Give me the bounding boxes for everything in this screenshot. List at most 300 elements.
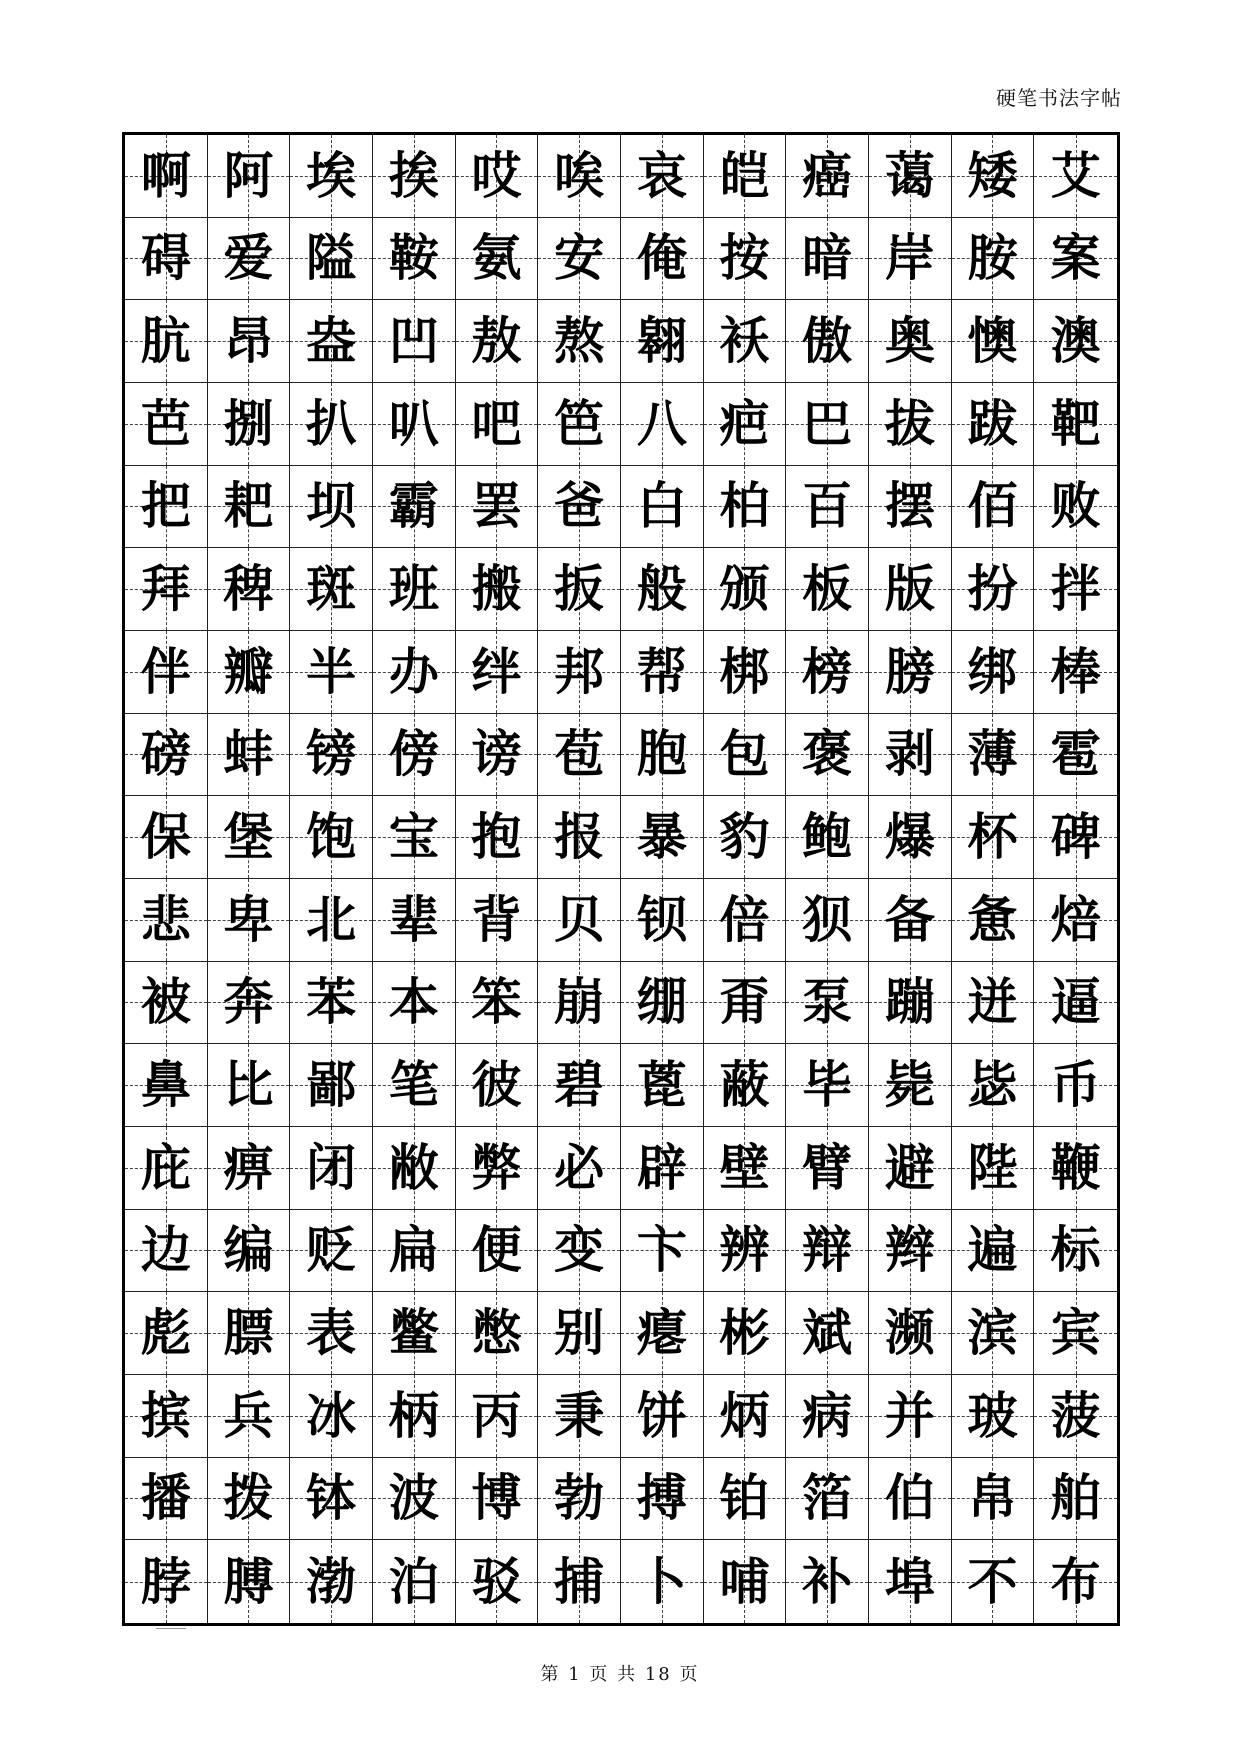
practice-character: 庇 (140, 1138, 191, 1197)
grid-cell (621, 218, 704, 301)
practice-character: 办 (388, 642, 439, 701)
practice-character: 隘 (306, 229, 357, 288)
grid-cell (869, 383, 952, 466)
practice-character: 熬 (554, 312, 605, 371)
practice-character: 安 (554, 229, 605, 288)
practice-character: 遍 (967, 1221, 1018, 1280)
grid-cell (952, 714, 1035, 797)
grid-cell (290, 548, 373, 631)
grid-cell (125, 1044, 208, 1127)
grid-cell (952, 1540, 1035, 1623)
grid-cell (208, 300, 291, 383)
practice-character: 碍 (140, 229, 191, 288)
grid-cell (786, 714, 869, 797)
practice-character: 扁 (388, 1221, 439, 1280)
practice-character: 卞 (636, 1221, 687, 1280)
practice-character: 芭 (140, 394, 191, 453)
grid-cell (373, 1540, 456, 1623)
practice-character: 爆 (884, 808, 935, 867)
practice-character: 别 (554, 1304, 605, 1363)
practice-character: 埃 (306, 146, 357, 205)
practice-character: 颁 (719, 560, 770, 619)
grid-cell (125, 218, 208, 301)
practice-character: 棒 (1050, 642, 1101, 701)
grid-cell (456, 1540, 539, 1623)
practice-character: 帛 (967, 1469, 1018, 1528)
grid-cell (125, 383, 208, 466)
grid-cell (208, 1210, 291, 1293)
practice-character: 边 (140, 1221, 191, 1280)
practice-character: 搬 (471, 560, 522, 619)
practice-character: 爸 (554, 477, 605, 536)
practice-character: 毖 (967, 1056, 1018, 1115)
grid-cell (1034, 1127, 1117, 1210)
character-practice-grid (125, 135, 1117, 1623)
practice-character: 凹 (388, 312, 439, 371)
grid-cell (786, 300, 869, 383)
practice-character: 鄙 (306, 1056, 357, 1115)
practice-character: 北 (306, 890, 357, 949)
practice-character: 靶 (1050, 394, 1101, 453)
practice-character: 斑 (306, 560, 357, 619)
practice-character: 傍 (388, 725, 439, 784)
practice-character: 辨 (719, 1221, 770, 1280)
grid-cell (290, 1210, 373, 1293)
grid-cell (952, 466, 1035, 549)
practice-character: 叭 (388, 394, 439, 453)
grid-cell (952, 631, 1035, 714)
practice-character: 奥 (884, 312, 935, 371)
grid-cell (1034, 300, 1117, 383)
grid-cell (456, 548, 539, 631)
practice-character: 蔽 (719, 1056, 770, 1115)
grid-cell (704, 1127, 787, 1210)
grid-cell (952, 135, 1035, 218)
grid-cell (952, 1458, 1035, 1541)
grid-cell (952, 383, 1035, 466)
practice-character: 膊 (223, 1552, 274, 1611)
practice-character: 巴 (802, 394, 853, 453)
grid-cell (1034, 879, 1117, 962)
practice-character: 拔 (884, 394, 935, 453)
grid-cell (952, 218, 1035, 301)
page-number-footer: 第 1 页 共 18 页 (540, 1664, 700, 1685)
practice-character: 佰 (967, 477, 1018, 536)
grid-cell (869, 135, 952, 218)
grid-cell (456, 1375, 539, 1458)
grid-cell (704, 300, 787, 383)
grid-cell (786, 1127, 869, 1210)
grid-cell (1034, 962, 1117, 1045)
practice-character: 宾 (1050, 1304, 1101, 1363)
practice-character: 膀 (884, 642, 935, 701)
practice-character: 胺 (967, 229, 1018, 288)
grid-cell (125, 300, 208, 383)
grid-cell (456, 218, 539, 301)
practice-character: 艾 (1050, 146, 1101, 205)
practice-character: 卑 (223, 890, 274, 949)
grid-cell (952, 879, 1035, 962)
grid-cell (456, 383, 539, 466)
practice-character: 蚌 (223, 725, 274, 784)
practice-character: 澳 (1050, 312, 1101, 371)
practice-character: 版 (884, 560, 935, 619)
grid-cell (786, 548, 869, 631)
practice-character: 俺 (636, 229, 687, 288)
grid-cell (538, 548, 621, 631)
grid-cell (1034, 466, 1117, 549)
grid-cell (456, 1044, 539, 1127)
grid-cell (538, 1210, 621, 1293)
practice-character: 班 (388, 560, 439, 619)
grid-cell (786, 1375, 869, 1458)
practice-character: 挨 (388, 146, 439, 205)
practice-character: 疤 (719, 394, 770, 453)
grid-cell (208, 714, 291, 797)
practice-character: 堡 (223, 808, 274, 867)
practice-character: 扒 (306, 394, 357, 453)
practice-character: 捕 (554, 1552, 605, 1611)
grid-cell (290, 383, 373, 466)
practice-character: 辟 (636, 1138, 687, 1197)
grid-cell (786, 383, 869, 466)
practice-character: 奔 (223, 973, 274, 1032)
grid-cell (621, 1210, 704, 1293)
grid-cell (704, 879, 787, 962)
grid-cell (1034, 1210, 1117, 1293)
practice-character: 八 (636, 394, 687, 453)
grid-cell (373, 135, 456, 218)
practice-character: 霸 (388, 477, 439, 536)
grid-cell (125, 796, 208, 879)
grid-cell (373, 548, 456, 631)
grid-cell (704, 1210, 787, 1293)
grid-cell (952, 300, 1035, 383)
grid-cell (869, 218, 952, 301)
grid-cell (373, 1210, 456, 1293)
practice-character: 薄 (967, 725, 1018, 784)
grid-cell (786, 1210, 869, 1293)
practice-character: 包 (719, 725, 770, 784)
page-header-title: 硬笔书法字帖 (996, 86, 1122, 110)
practice-character: 哺 (719, 1552, 770, 1611)
practice-character: 甭 (719, 973, 770, 1032)
grid-cell (786, 1458, 869, 1541)
grid-cell (208, 383, 291, 466)
grid-cell (290, 631, 373, 714)
practice-character: 褒 (802, 725, 853, 784)
practice-character: 苞 (554, 725, 605, 784)
practice-character: 磅 (140, 725, 191, 784)
practice-character: 绷 (636, 973, 687, 1032)
grid-cell (952, 1375, 1035, 1458)
grid-cell (538, 466, 621, 549)
practice-character: 剥 (884, 725, 935, 784)
practice-character: 饱 (306, 808, 357, 867)
grid-cell (704, 1540, 787, 1623)
practice-character: 坝 (306, 477, 357, 536)
practice-character: 痹 (223, 1138, 274, 1197)
practice-character: 邦 (554, 642, 605, 701)
grid-cell (786, 962, 869, 1045)
practice-character: 摆 (884, 477, 935, 536)
grid-cell (621, 548, 704, 631)
grid-cell (869, 879, 952, 962)
practice-character: 逼 (1050, 973, 1101, 1032)
practice-character: 被 (140, 973, 191, 1032)
grid-cell (869, 796, 952, 879)
practice-character: 布 (1050, 1552, 1101, 1611)
practice-character: 憋 (471, 1304, 522, 1363)
grid-cell (373, 714, 456, 797)
grid-cell (621, 300, 704, 383)
grid-cell (538, 135, 621, 218)
practice-character: 绊 (471, 642, 522, 701)
practice-character: 保 (140, 808, 191, 867)
grid-cell (290, 879, 373, 962)
practice-character: 濒 (884, 1304, 935, 1363)
practice-character: 必 (554, 1138, 605, 1197)
grid-cell (373, 879, 456, 962)
grid-cell (456, 879, 539, 962)
grid-cell (869, 1540, 952, 1623)
grid-cell (208, 135, 291, 218)
grid-cell (704, 1375, 787, 1458)
grid-cell (621, 135, 704, 218)
grid-cell (1034, 1375, 1117, 1458)
practice-character: 敖 (471, 312, 522, 371)
practice-character: 昂 (223, 312, 274, 371)
grid-cell (208, 466, 291, 549)
grid-cell (621, 631, 704, 714)
grid-cell (704, 796, 787, 879)
grid-cell (290, 1540, 373, 1623)
grid-cell (1034, 631, 1117, 714)
practice-character: 阿 (223, 146, 274, 205)
grid-cell (373, 218, 456, 301)
grid-cell (538, 714, 621, 797)
practice-character: 按 (719, 229, 770, 288)
practice-character: 伴 (140, 642, 191, 701)
grid-cell (538, 1127, 621, 1210)
practice-character: 镑 (306, 725, 357, 784)
grid-cell (208, 962, 291, 1045)
grid-cell (538, 1375, 621, 1458)
practice-character: 贬 (306, 1221, 357, 1280)
practice-character: 拌 (1050, 560, 1101, 619)
practice-character: 耙 (223, 477, 274, 536)
grid-cell (456, 1458, 539, 1541)
grid-cell (125, 1292, 208, 1375)
grid-cell (208, 1292, 291, 1375)
grid-cell (208, 1044, 291, 1127)
grid-cell (290, 1458, 373, 1541)
grid-cell (704, 383, 787, 466)
practice-character: 爱 (223, 229, 274, 288)
grid-cell (125, 714, 208, 797)
grid-cell (125, 1210, 208, 1293)
grid-cell (1034, 1458, 1117, 1541)
practice-character: 播 (140, 1469, 191, 1528)
grid-cell (1034, 383, 1117, 466)
grid-cell (456, 962, 539, 1045)
practice-character: 帮 (636, 642, 687, 701)
grid-cell (952, 962, 1035, 1045)
practice-character: 拨 (223, 1469, 274, 1528)
grid-cell (208, 1127, 291, 1210)
grid-cell (373, 1127, 456, 1210)
grid-cell (704, 714, 787, 797)
practice-character: 编 (223, 1221, 274, 1280)
practice-character: 舶 (1050, 1469, 1101, 1528)
practice-character: 斌 (802, 1304, 853, 1363)
practice-character: 唉 (554, 146, 605, 205)
practice-character: 袄 (719, 312, 770, 371)
grid-cell (621, 383, 704, 466)
practice-character: 本 (388, 973, 439, 1032)
grid-cell (621, 1292, 704, 1375)
grid-cell (786, 879, 869, 962)
grid-cell (538, 796, 621, 879)
practice-character: 崩 (554, 973, 605, 1032)
practice-character: 比 (223, 1056, 274, 1115)
practice-grid-frame (122, 132, 1120, 1626)
grid-cell (621, 1044, 704, 1127)
practice-character: 跋 (967, 394, 1018, 453)
grid-cell (290, 218, 373, 301)
grid-cell (208, 1375, 291, 1458)
grid-cell (869, 1292, 952, 1375)
grid-cell (125, 1375, 208, 1458)
practice-character: 毙 (884, 1056, 935, 1115)
grid-cell (456, 466, 539, 549)
practice-character: 般 (636, 560, 687, 619)
practice-character: 稗 (223, 560, 274, 619)
grid-cell (869, 548, 952, 631)
practice-character: 啊 (140, 146, 191, 205)
practice-character: 瓣 (223, 642, 274, 701)
practice-character: 备 (884, 890, 935, 949)
practice-character: 杯 (967, 808, 1018, 867)
practice-character: 半 (306, 642, 357, 701)
grid-cell (704, 1292, 787, 1375)
grid-cell (621, 466, 704, 549)
grid-cell (1034, 714, 1117, 797)
practice-character: 翱 (636, 312, 687, 371)
practice-character: 菠 (1050, 1386, 1101, 1445)
grid-cell (125, 1127, 208, 1210)
practice-character: 脖 (140, 1552, 191, 1611)
grid-cell (456, 135, 539, 218)
practice-character: 贝 (554, 890, 605, 949)
practice-character: 肮 (140, 312, 191, 371)
practice-character: 苯 (306, 973, 357, 1032)
practice-character: 板 (802, 560, 853, 619)
grid-cell (290, 1292, 373, 1375)
grid-cell (538, 962, 621, 1045)
practice-character: 敝 (388, 1138, 439, 1197)
practice-character: 炳 (719, 1386, 770, 1445)
grid-cell (621, 879, 704, 962)
practice-character: 盎 (306, 312, 357, 371)
practice-character: 宝 (388, 808, 439, 867)
practice-character: 博 (471, 1469, 522, 1528)
grid-cell (373, 383, 456, 466)
practice-character: 彬 (719, 1304, 770, 1363)
grid-cell (373, 1458, 456, 1541)
practice-character: 避 (884, 1138, 935, 1197)
grid-cell (621, 962, 704, 1045)
grid-cell (290, 466, 373, 549)
practice-character: 扮 (967, 560, 1018, 619)
grid-cell (125, 1458, 208, 1541)
grid-cell (621, 714, 704, 797)
practice-character: 梆 (719, 642, 770, 701)
grid-cell (621, 1458, 704, 1541)
practice-character: 不 (967, 1552, 1018, 1611)
grid-cell (208, 631, 291, 714)
grid-cell (290, 1375, 373, 1458)
grid-cell (1034, 218, 1117, 301)
practice-character: 毕 (802, 1056, 853, 1115)
practice-character: 哎 (471, 146, 522, 205)
grid-cell (208, 1540, 291, 1623)
practice-character: 泊 (388, 1552, 439, 1611)
grid-cell (952, 1292, 1035, 1375)
grid-cell (704, 1044, 787, 1127)
grid-cell (786, 1540, 869, 1623)
practice-character: 拜 (140, 560, 191, 619)
practice-character: 并 (884, 1386, 935, 1445)
grid-cell (538, 1044, 621, 1127)
practice-character: 搏 (636, 1469, 687, 1528)
grid-cell (538, 879, 621, 962)
grid-cell (869, 1458, 952, 1541)
grid-cell (373, 466, 456, 549)
grid-cell (621, 1375, 704, 1458)
grid-cell (704, 962, 787, 1045)
practice-character: 便 (471, 1221, 522, 1280)
practice-character: 暗 (802, 229, 853, 288)
practice-character: 伯 (884, 1469, 935, 1528)
grid-cell (786, 466, 869, 549)
grid-cell (208, 796, 291, 879)
grid-cell (952, 1210, 1035, 1293)
grid-cell (1034, 796, 1117, 879)
grid-cell (704, 548, 787, 631)
grid-cell (538, 631, 621, 714)
practice-character: 标 (1050, 1221, 1101, 1280)
grid-cell (869, 714, 952, 797)
practice-character: 钵 (306, 1469, 357, 1528)
grid-cell (373, 1292, 456, 1375)
grid-cell (952, 1127, 1035, 1210)
grid-cell (125, 962, 208, 1045)
grid-cell (869, 1127, 952, 1210)
practice-character: 饼 (636, 1386, 687, 1445)
grid-cell (456, 1127, 539, 1210)
grid-cell (869, 466, 952, 549)
practice-character: 波 (388, 1469, 439, 1528)
practice-character: 癌 (802, 146, 853, 205)
grid-cell (704, 466, 787, 549)
grid-cell (456, 796, 539, 879)
practice-character: 捌 (223, 394, 274, 453)
practice-character: 懊 (967, 312, 1018, 371)
grid-cell (952, 1044, 1035, 1127)
grid-cell (538, 218, 621, 301)
grid-cell (373, 300, 456, 383)
